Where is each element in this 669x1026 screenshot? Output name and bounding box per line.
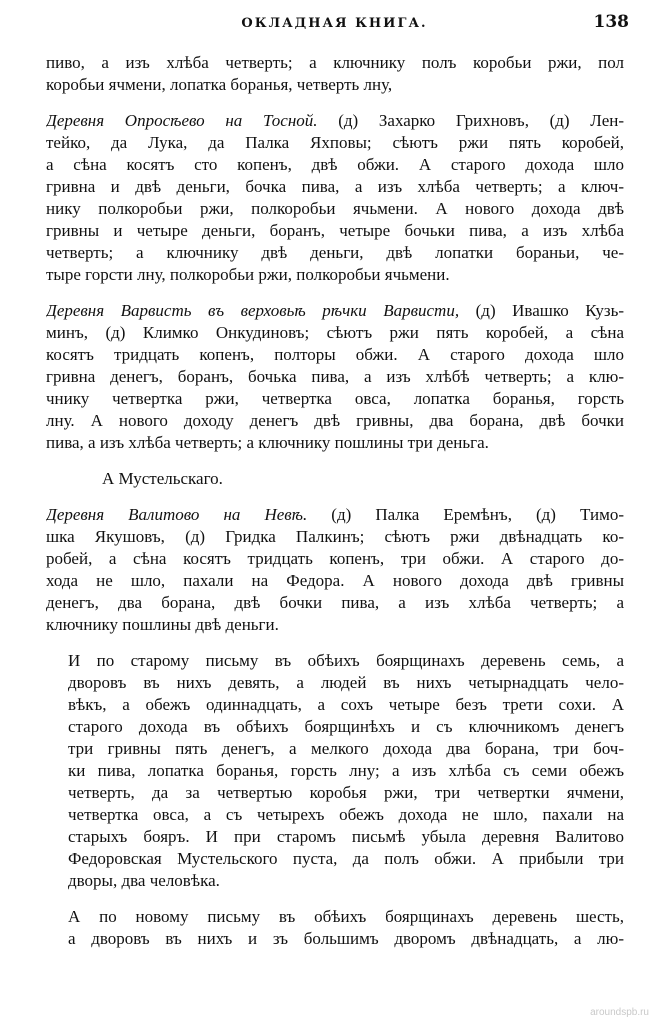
text-line: а дворовъ въ нихъ и зъ большимъ дворомъ двѣнадцать, а лю- [68, 929, 624, 948]
text-line: А по новому письму въ обѣихъ боярщинахъ деревень шесть, [68, 907, 624, 926]
paragraph-old-census-summary [46, 650, 624, 892]
text-line [46, 300, 624, 322]
running-title: ОКЛАДНАЯ КНИГА. [241, 16, 428, 31]
text-line: дворовъ въ нихъ девять, а людей въ нихъ четырнадцать чело- [68, 673, 624, 692]
watermark: aroundspb.ru [590, 1007, 649, 1018]
text-fragment: (д) Захарко Грихновъ, (д) Лен- [317, 111, 624, 130]
page-body [46, 52, 624, 964]
text-line: ки пива, лопатка боранья, горсть лну; а изъ хлѣба съ семи обежъ [68, 761, 624, 780]
paragraph-village-valitovo [46, 504, 624, 636]
text-line: гривна денегъ, боранъ, бочька пива, а изъ хлѣбѣ четверть; а клю- [46, 367, 624, 386]
paragraph-village-oprosevo [46, 110, 624, 286]
text-line: тыре горсти лну, полкоробьи ржи, полкоробьи ячьмени. [46, 265, 450, 284]
text-line: тейко, да Лука, да Палка Яхповы; сѣютъ ржи пять коробей, [46, 133, 624, 152]
text-line: чнику четвертка ржи, четвертка овса, лопатка боранья, горсть [46, 389, 624, 408]
text-line: хода не шло, пахали на Федора. А нового дохода двѣ гривны [46, 571, 624, 590]
village-name: Деревня Опросѣево на Тосной. [46, 111, 318, 130]
text-line: коробьи ячмени, лопатка боранья, четверть лну, [46, 75, 393, 94]
text-line: четверть; а ключнику двѣ деньги, двѣ лопатки бораньи, че- [46, 243, 624, 262]
text-line: четверть, да за четвертью коробья ржи, три четвертки ячмени, [68, 783, 624, 802]
text-line: нику полкоробьи ржи, полкоробьи ячьмени. А нового дохода двѣ [46, 199, 624, 218]
text-line: пива, а изъ хлѣба четверть; а ключнику пошлины три деньга. [46, 433, 489, 452]
section-subheading: А Мустельскаго. [102, 469, 223, 488]
page-number: 138 [593, 12, 629, 32]
text-line: лну. А нового доходу денегъ двѣ гривны, два борана, двѣ бочки [46, 411, 624, 430]
text-line: а сѣна косятъ сто копенъ, двѣ обжи. А старого дохода шло [46, 155, 624, 174]
text-fragment: (д) Ивашко Кузь- [459, 301, 624, 320]
text-line: минъ, (д) Климко Онкудиновъ; сѣютъ ржи пять коробей, а сѣна [46, 323, 624, 342]
text-line: ключнику пошлины двѣ деньги. [46, 615, 279, 634]
text-line: денегъ, два борана, двѣ бочки пива, а изъ хлѣба четверть; а [46, 593, 624, 612]
text-line: вѣкъ, а обежъ одиннадцать, а сохъ четыре безъ трети сохи. А [68, 695, 624, 714]
text-line: косятъ тридцать копенъ, полторы обжи. А старого дохода шло [46, 345, 624, 364]
paragraph-village-varvist [46, 300, 624, 454]
text-fragment: (д) Палка Еремѣнъ, (д) Тимо- [307, 505, 624, 524]
village-name: Деревня Варвисть въ верховьѣ рѣчки Варвисти, [46, 301, 460, 320]
page-header [40, 12, 629, 34]
text-line: гривны и четыре деньги, боранъ, четыре бочьки пива, а изъ хлѣба [46, 221, 624, 240]
text-line: Федоровская Мустельского пуста, да полъ обжи. А прибыли три [68, 849, 624, 868]
text-line: четвертка овса, а съ четырехъ обежъ дохода не шло, пахали на [68, 805, 624, 824]
text-line: старыхъ бояръ. И при старомъ письмѣ убыла деревня Валитово [68, 827, 624, 846]
text-line: робей, а сѣна косятъ тридцать копенъ, три обжи. А старого до- [46, 549, 624, 568]
text-line: дворы, два человѣка. [68, 871, 220, 890]
text-line: пиво, а изъ хлѣба четверть; а ключнику полъ коробьи ржи, пол [46, 53, 624, 72]
text-line: гривна и двѣ деньги, бочка пива, а изъ хлѣба четверть; а ключ- [46, 177, 624, 196]
text-line: И по старому письму въ обѣихъ боярщинахъ деревень семь, а [68, 651, 624, 670]
village-name: Деревня Валитово на Невѣ. [46, 505, 308, 524]
paragraph-continuation [46, 52, 624, 96]
text-line: старого дохода въ обѣихъ боярщинѣхъ и съ ключникомъ денегъ [68, 717, 624, 736]
text-line: три гривны пять денегъ, а мелкого дохода два борана, три боч- [68, 739, 624, 758]
text-line [46, 110, 624, 132]
text-line [46, 504, 624, 526]
paragraph-new-census-summary [46, 906, 624, 950]
text-line: шка Якушовъ, (д) Гридка Палкинъ; сѣютъ ржи двѣнадцать ко- [46, 527, 624, 546]
